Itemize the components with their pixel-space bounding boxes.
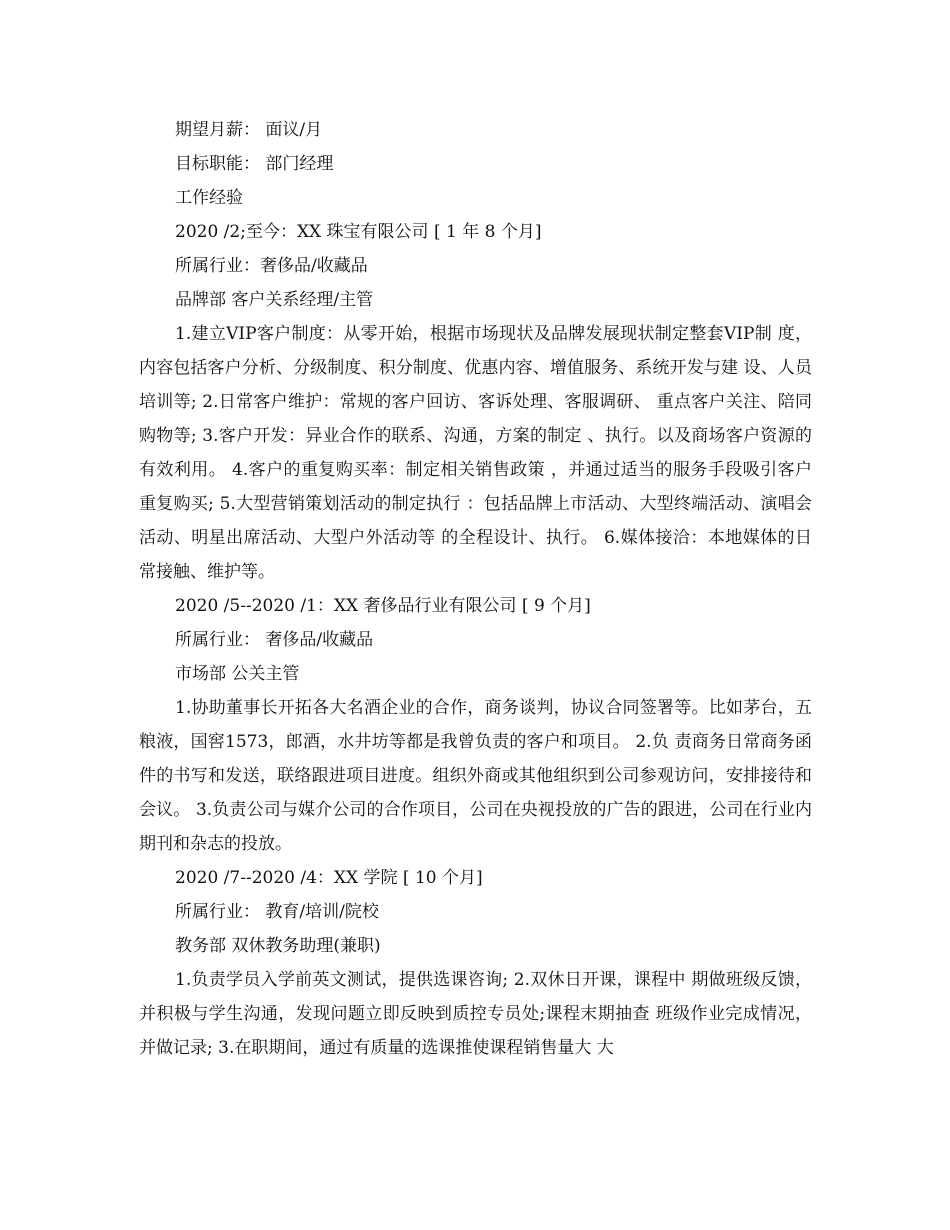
job-2-period: 2020 /5--2020 /1：XX 奢侈品行业有限公司 [ 9 个月] bbox=[175, 596, 591, 616]
job-1-industry: 所属行业：奢侈品/收藏品 bbox=[175, 256, 368, 276]
job-3-period: 2020 /7--2020 /4：XX 学院 [ 10 个月] bbox=[175, 868, 483, 888]
job-2-description: 1.协助董事长开拓各大名酒企业的合作，商务谈判，协议合同签署等。比如茅台，五粮液，国窖1573，郎酒，水井坊等都是我曾负责的客户和项目。 2.负 责商务日常商务函件的书写和发送，联络跟进项目进度。组织外商或其他组织到公司参观访问，安排接待和会议。 3.负责公司与媒介公司的合作项目，公司在央视投放的广告的跟进，公司在行业内期刊和杂志的投放。 bbox=[139, 698, 812, 854]
job-1-role: 品牌部 客户关系经理/主管 bbox=[175, 290, 374, 310]
job-3-role: 教务部 双休教务助理(兼职) bbox=[175, 936, 381, 956]
job-2-industry: 所属行业： 奢侈品/收藏品 bbox=[175, 630, 374, 650]
resume-body bbox=[139, 113, 812, 1065]
job-2-role: 市场部 公关主管 bbox=[175, 664, 300, 684]
job-1-period: 2020 /2;至今：XX 珠宝有限公司 [ 1 年 8 个月] bbox=[175, 222, 542, 242]
job-1-description: 1.建立VIP客户制度：从零开始，根据市场现状及品牌发展现状制定整套VIP制 度，内容包括客户分析、分级制度、积分制度、优惠内容、增值服务、系统开发与建 设、人员培训等; 2.日常客户维护：常规的客户回访、客诉处理、客服调研、 重点客户关注、陪同购物等; 3.客户开发：异业合作的联系、沟通，方案的制定 、执行。以及商场客户资源的有效利用。 4.客户的重复购买率：制定相关销售政策 ，并通过适当的服务手段吸引客户重复购买; 5.大型营销策划活动的制定执行 ：包括品牌上市活动、大型终端活动、演唱会活动、明星出席活动、大型户外活动等 的全程设计、执行。 6.媒体接洽：本地媒体的日常接触、维护等。 bbox=[139, 324, 812, 582]
job-3-industry: 所属行业： 教育/培训/院校 bbox=[175, 902, 379, 922]
job-3-description: 1.负责学员入学前英文测试，提供选课咨询; 2.双休日开课，课程中 期做班级反馈，并积极与学生沟通，发现问题立即反映到质控专员处;课程末期抽查 班级作业完成情况，并做记录; 3.在职期间，通过有质量的选课推使课程销售量大 大 bbox=[139, 970, 812, 1058]
section-title-work-experience: 工作经验 bbox=[175, 188, 243, 208]
expected-salary: 期望月薪： 面议/月 bbox=[175, 120, 323, 140]
target-position: 目标职能： 部门经理 bbox=[175, 154, 334, 174]
